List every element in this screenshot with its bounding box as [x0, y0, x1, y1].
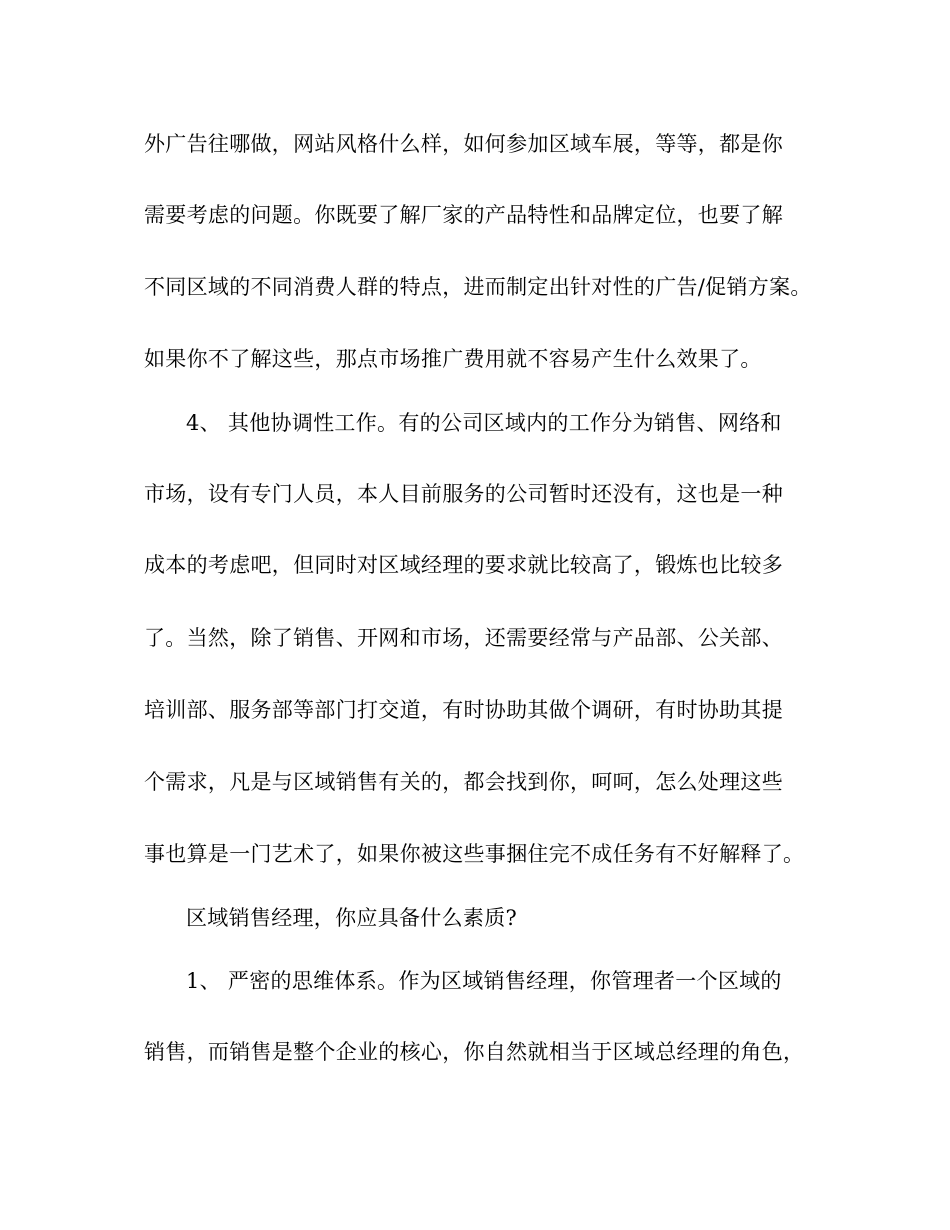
body-text-line: 了。当然，除了销售、开网和市场，还需要经常与产品部、公关部、: [144, 626, 783, 650]
list-item-heading: 1、 严密的思维体系。作为区域销售经理，你管理者一个区域的: [186, 969, 782, 993]
body-text-line: 培训部、服务部等部门打交道，有时协助其做个调研，有时协助其提: [144, 698, 783, 722]
section-heading: 区域销售经理，你应具备什么素质?: [186, 906, 518, 930]
body-text-line: 个需求，凡是与区域销售有关的，都会找到你，呵呵，怎么处理这些: [144, 770, 783, 794]
body-text-line: 外广告往哪做，网站风格什么样，如何参加区域车展，等等，都是你: [144, 132, 783, 156]
body-text-line: 销售，而销售是整个企业的核心，你自然就相当于区域总经理的角色，: [144, 1040, 805, 1064]
body-text-line: 成本的考虑吧，但同时对区域经理的要求就比较高了，锻炼也比较多: [144, 553, 783, 577]
list-item-heading: 4、 其他协调性工作。有的公司区域内的工作分为销售、网络和: [186, 411, 782, 435]
body-text-line: 如果你不了解这些，那点市场推广费用就不容易产生什么效果了。: [144, 347, 762, 371]
body-text-line: 事也算是一门艺术了，如果你被这些事捆住完不成任务有不好解释了。: [144, 842, 805, 866]
body-text-line: 不同区域的不同消费人群的特点，进而制定出针对性的广告/促销方案。: [144, 275, 812, 299]
body-text-line: 市场，设有专门人员，本人目前服务的公司暂时还没有，这也是一种: [144, 482, 783, 506]
body-text-line: 需要考虑的问题。你既要了解厂家的产品特性和品牌定位，也要了解: [144, 203, 783, 227]
